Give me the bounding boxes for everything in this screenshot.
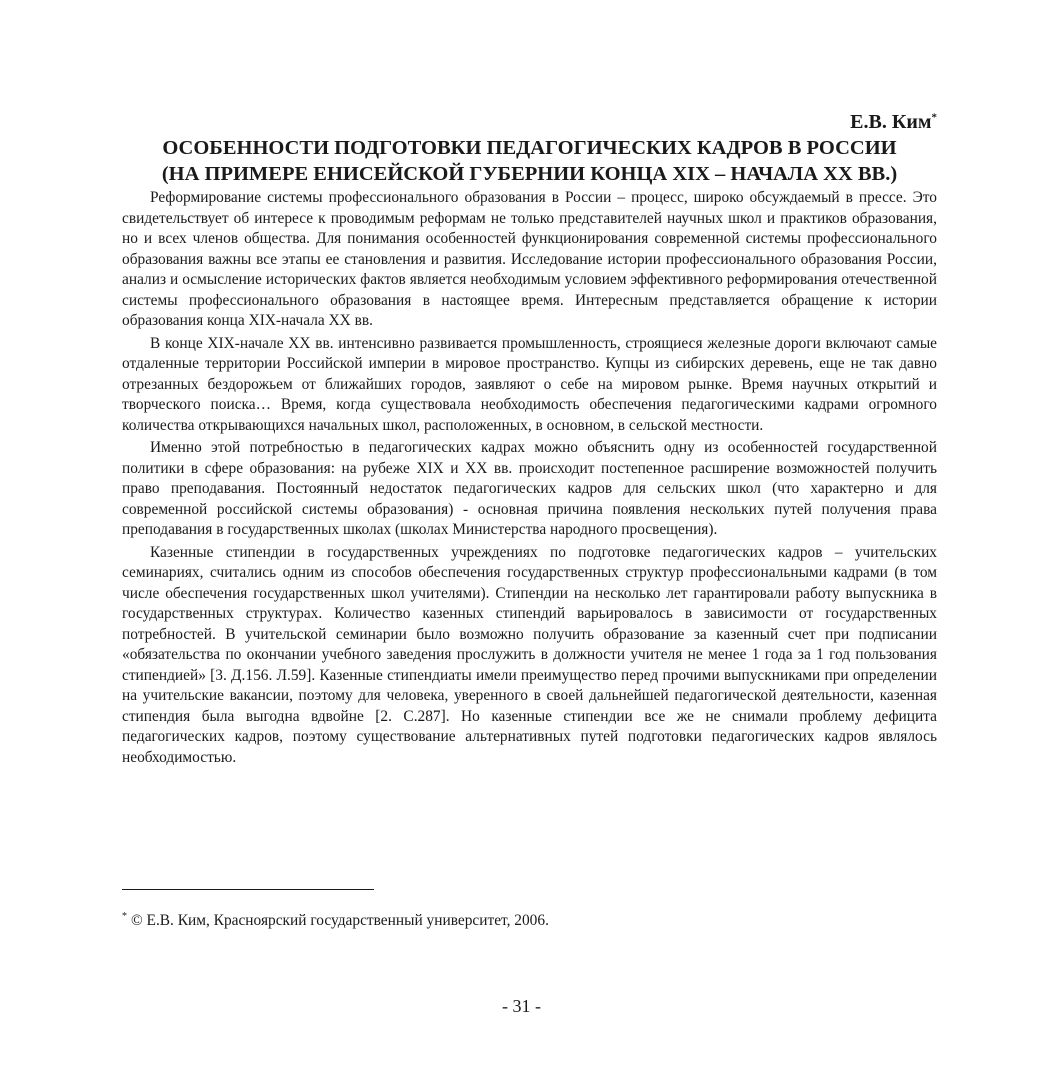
article-title-line-1: ОСОБЕННОСТИ ПОДГОТОВКИ ПЕДАГОГИЧЕСКИХ КАДРОВ В РОССИИ xyxy=(162,137,897,159)
paragraph-4: Казенные стипендии в государственных учреждениях по подготовке педагогических кадров – учительских семинариях, считались одним из способов обеспечения государственных структур профессиональными кадрами (в том числе обеспечения государственных школ учителями). Стипендии на несколько лет гарантировали работу выпускника в государственных структурах. Количество казенных стипендий варьировалось в зависимости от государственных потребностей. В учительской семинарии было возможно получить образование за казенный счет при подписании «обязательства по окончании учебного заведения прослужить в должности учителя не менее 1 года за 1 год пользования стипендией» [3. Д.156. Л.59]. Казенные стипендиаты имели преимущество перед прочими выпускниками при определении на учительские вакансии, поэтому для человека, уверенного в своей дальнейшей педагогической деятельности, казенная стипендия была выгодна вдвойне [2. С.287]. Но казенные стипендии все же не снимали проблему дефицита педагогических кадров, поэтому существование альтернативных путей подготовки педагогических кадров являлось необходимостью. xyxy=(122,543,937,766)
footnote-mark: * xyxy=(122,910,127,922)
footnote-text: © Е.В. Ким, Красноярский государственный университет, 2006. xyxy=(131,912,549,929)
paragraph-1: Реформирование системы профессионального образования в России – процесс, широко обсуждаемый в прессе. Это свидетельствует об интересе к проводимым реформам не только представителей научных школ и практиков образования, но и всех членов общества. Для понимания особенностей функционирования современной системы профессионального образования важны все этапы ее становления и развития. Исследование истории профессионального образования России, анализ и осмысление исторических фактов является необходимым условием эффективного реформирования отечественной системы профессионального образования в настоящее время. Интересным представляется обращение к истории образования конца XIX-начала XX вв. xyxy=(122,189,937,329)
author-footnote-mark: * xyxy=(931,111,937,124)
footnote-divider xyxy=(122,889,374,890)
author-line xyxy=(122,110,937,134)
paragraph-2: В конце XIX-начале XX вв. интенсивно развивается промышленность, строящиеся железные дороги включают самые отдаленные территории Российской империи в мировое пространство. Купцы из сибирских деревень, еще не так давно отрезанных бездорожьем от ближайших городов, заявляют о себе на мировом рынке. Время научных открытий и творческого поиска… Время, когда существовала необходимость обеспечения педагогическими кадрами огромного количества открывающихся начальных школ, расположенных, в основном, в сельской местности. xyxy=(122,334,937,434)
page-number: - 31 - xyxy=(502,996,541,1016)
article-title-line-2: (НА ПРИМЕРЕ ЕНИСЕЙСКОЙ ГУБЕРНИИ КОНЦА XIX – НАЧАЛА XX ВВ.) xyxy=(161,163,898,185)
paragraph-3: Именно этой потребностью в педагогических кадрах можно объяснить одну из особенностей государственной политики в сфере образования: на рубеже XIX и XX вв. происходит постепенное расширение возможностей получить право преподавания. Постоянный недостаток педагогических кадров для сельских школ (что характерно и для современной российской системы образования) - основная причина появления нескольких путей получения права преподавания в государственных школах (школах Министерства народного просвещения). xyxy=(122,439,937,538)
article xyxy=(122,110,937,770)
author-name: Е.В. Ким xyxy=(850,111,932,133)
footnote xyxy=(122,911,549,931)
